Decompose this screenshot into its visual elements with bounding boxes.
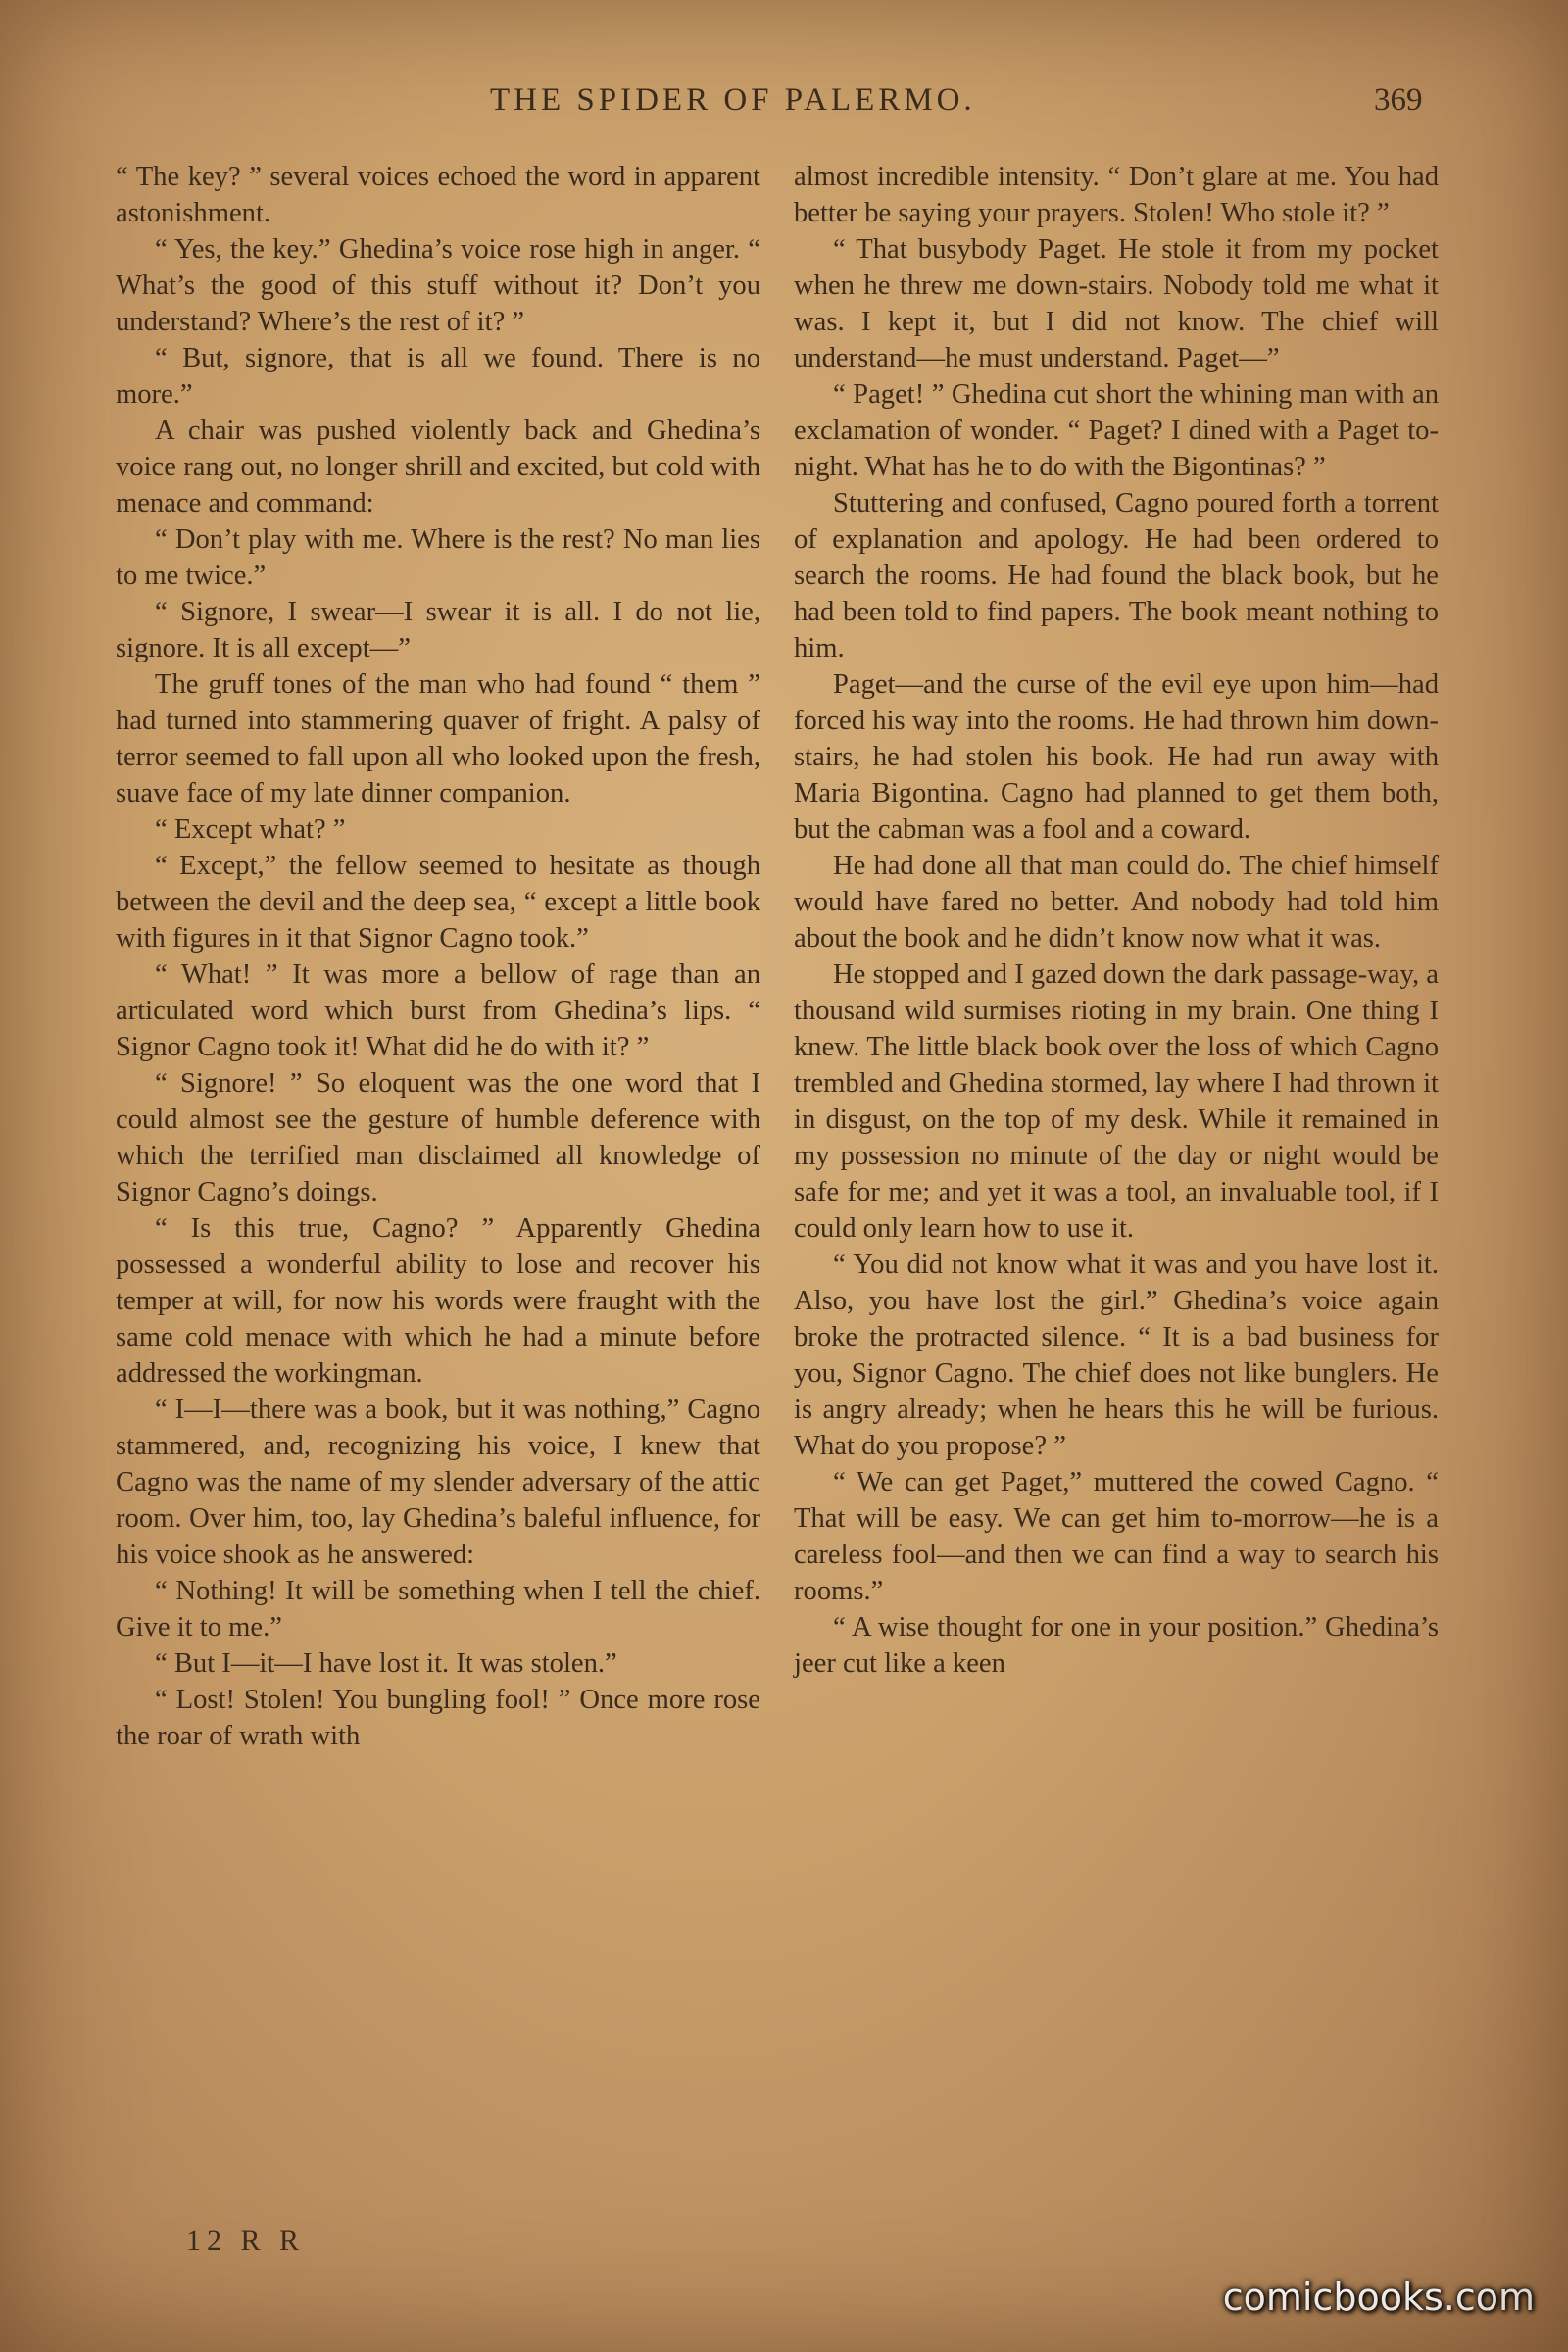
watermark: comicbooks.com bbox=[1222, 2276, 1535, 2319]
paragraph: “ What! ” It was more a bellow of rage than an articulated word which burst from Ghedina’s lips. “ Signor Cagno took it! What did he do with it? ” bbox=[116, 959, 760, 1062]
paragraph: He stopped and I gazed down the dark passage-way, a thousand wild surmises rioting in my brain. One thing I knew. The little black book over the loss of which Cagno trembled and Ghedina stormed, lay where I had thrown it in disgust, on the top of my desk. While it remained in my possession no minute of the day or night would be safe for me; and yet it was a tool, an invaluable tool, if I could only learn how to use it. bbox=[794, 959, 1439, 1244]
paragraph: “ That busybody Paget. He stole it from my pocket when he threw me down-stairs. Nobody told me what it was. I kept it, but I did not know. The chief will understand—he must understand. Paget—” bbox=[794, 234, 1439, 373]
paragraph: He had done all that man could do. The chief himself would have fared no better. And nobody had told him about the book and he didn’t know now what it was. bbox=[794, 851, 1439, 954]
paragraph: “ Is this true, Cagno? ” Apparently Ghedina possessed a wonderful ability to lose and recover his temper at will, for now his words were fraught with the same cold menace with which he had a minute before addressed the workingman. bbox=[116, 1213, 760, 1389]
page-header bbox=[0, 82, 1568, 131]
printer-signature: 12 R R bbox=[186, 2225, 306, 2257]
paragraph: “ But I—it—I have lost it. It was stolen.” bbox=[155, 1648, 617, 1679]
paragraph: “ Paget! ” Ghedina cut short the whining man with an exclamation of wonder. “ Paget? I dined with a Paget to-night. What has he to do with the Bigontinas? ” bbox=[794, 379, 1439, 482]
paragraph: “ Except,” the fellow seemed to hesitate as though between the devil and the deep sea, “ except a little book with figures in it that Signor Cagno took.” bbox=[116, 851, 760, 954]
paragraph: “ But, signore, that is all we found. There is no more.” bbox=[116, 343, 760, 410]
paragraph: “ Yes, the key.” Ghedina’s voice rose high in anger. “ What’s the good of this stuff without it? Don’t you understand? Where’s the rest of it? ” bbox=[116, 234, 760, 337]
paragraph: almost incredible intensity. “ Don’t glare at me. You had better be saying your prayers. Stolen! Who stole it? ” bbox=[794, 162, 1439, 228]
running-title: THE SPIDER OF PALERMO. bbox=[490, 82, 976, 118]
paragraph: Stuttering and confused, Cagno poured forth a torrent of explanation and apology. He had been ordered to search the rooms. He had found the black book, but he had been told to find papers. The book meant nothing to him. bbox=[794, 488, 1439, 663]
paragraph: “ I—I—there was a book, but it was nothing,” Cagno stammered, and, recognizing his voice, I knew that Cagno was the name of my slender adversary of the attic room. Over him, too, lay Ghedina’s baleful influence, for his voice shook as he answered: bbox=[116, 1395, 760, 1570]
page-number: 369 bbox=[1374, 82, 1423, 118]
paragraph: Paget—and the curse of the evil eye upon him—had forced his way into the rooms. He had thrown him down-stairs, he had stolen his book. He had run away with Maria Bigontina. Cagno had planned to get them both, but the cabman was a fool and a coward. bbox=[794, 669, 1439, 845]
paragraph: “ Signore! ” So eloquent was the one word that I could almost see the gesture of humble deference with which the terrified man disclaimed all knowledge of Signor Cagno’s doings. bbox=[116, 1068, 760, 1207]
paragraph: The gruff tones of the man who had found “ them ” had turned into stammering quaver of fright. A palsy of terror seemed to fall upon all who looked upon the fresh, suave face of my late dinner companion. bbox=[116, 669, 760, 808]
paragraph: A chair was pushed violently back and Ghedina’s voice rang out, no longer shrill and excited, but cold with menace and command: bbox=[116, 416, 760, 518]
paragraph: “ Don’t play with me. Where is the rest? No man lies to me twice.” bbox=[116, 524, 760, 591]
paragraph: “ Nothing! It will be something when I tell the chief. Give it to me.” bbox=[116, 1576, 760, 1642]
paragraph: “ Except what? ” bbox=[155, 814, 346, 845]
paragraph: “ Signore, I swear—I swear it is all. I do not lie, signore. It is all except—” bbox=[116, 597, 760, 663]
right-column bbox=[794, 159, 1439, 1682]
paragraph: “ A wise thought for one in your position.” Ghedina’s jeer cut like a keen bbox=[794, 1612, 1439, 1679]
paragraph: “ You did not know what it was and you have lost it. Also, you have lost the girl.” Ghedina’s voice again broke the protracted silence. “ It is a bad business for you, Signor Cagno. The chief does not like bunglers. He is angry already; when he hears this he will be furious. What do you propose? ” bbox=[794, 1250, 1439, 1461]
paragraph: “ Lost! Stolen! You bungling fool! ” Once more rose the roar of wrath with bbox=[116, 1685, 760, 1751]
left-column bbox=[116, 159, 760, 1754]
paragraph: “ We can get Paget,” muttered the cowed Cagno. “ That will be easy. We can get him to-morrow—he is a careless fool—and then we can find a way to search his rooms.” bbox=[794, 1467, 1439, 1606]
paragraph: “ The key? ” several voices echoed the word in apparent astonishment. bbox=[116, 162, 760, 228]
